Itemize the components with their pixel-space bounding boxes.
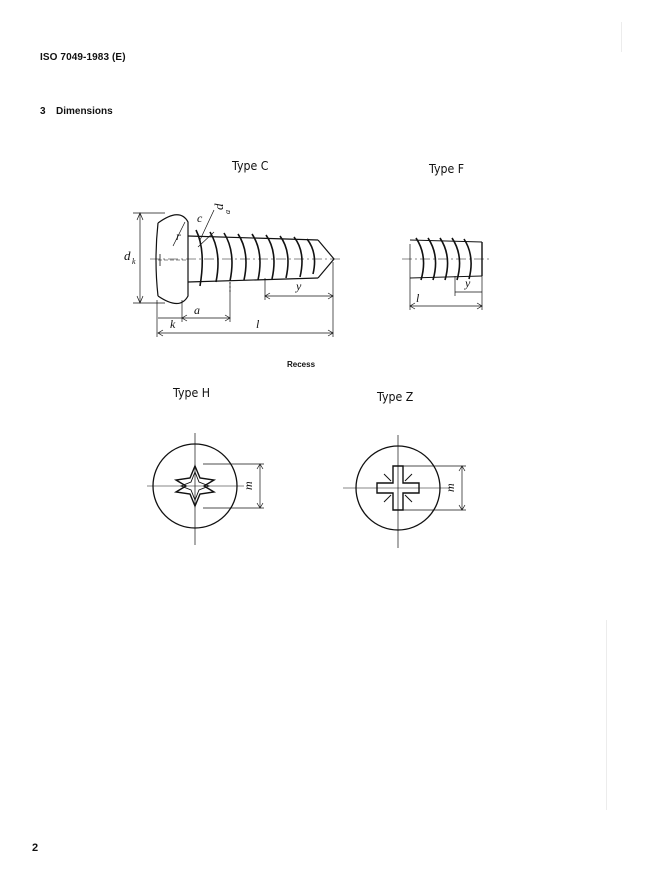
type-f-title: Type F [429, 161, 465, 176]
type-c-title: Type C [232, 158, 269, 173]
scan-edge-line-top [621, 22, 622, 52]
document-reference: ISO 7049-1983 (E) [40, 52, 126, 63]
dim-label-m-type-h: m [241, 481, 255, 490]
dim-label-c: c [197, 211, 203, 225]
dim-label-y-type-f: y [465, 276, 471, 290]
thread-crests [196, 230, 315, 286]
dim-label-l-type-c: l [256, 317, 260, 331]
page-number: 2 [32, 842, 39, 854]
dim-label-da-subscript: a [223, 210, 232, 214]
dim-label-r: r [176, 229, 181, 243]
dim-label-l-type-f: l [416, 291, 420, 305]
dim-label-dk-subscript: k [132, 257, 136, 266]
dim-label-dk: d [124, 248, 131, 263]
type-z-title: Type Z [377, 389, 414, 404]
screw-head-bearing-face [156, 223, 158, 296]
dim-label-m-type-z: m [443, 483, 457, 492]
dim-label-k: k [170, 317, 176, 331]
type-h-title: Type H [173, 385, 211, 400]
type-c-screw-drawing [133, 210, 340, 337]
recess-caption: Recess [287, 360, 316, 369]
dim-label-y-type-c: y [296, 279, 302, 293]
section-title: Dimensions [56, 106, 113, 117]
dim-label-a: a [194, 303, 200, 317]
section-number: 3 [40, 106, 46, 117]
scan-edge-line [606, 620, 607, 810]
dim-label-da: d [211, 203, 226, 210]
